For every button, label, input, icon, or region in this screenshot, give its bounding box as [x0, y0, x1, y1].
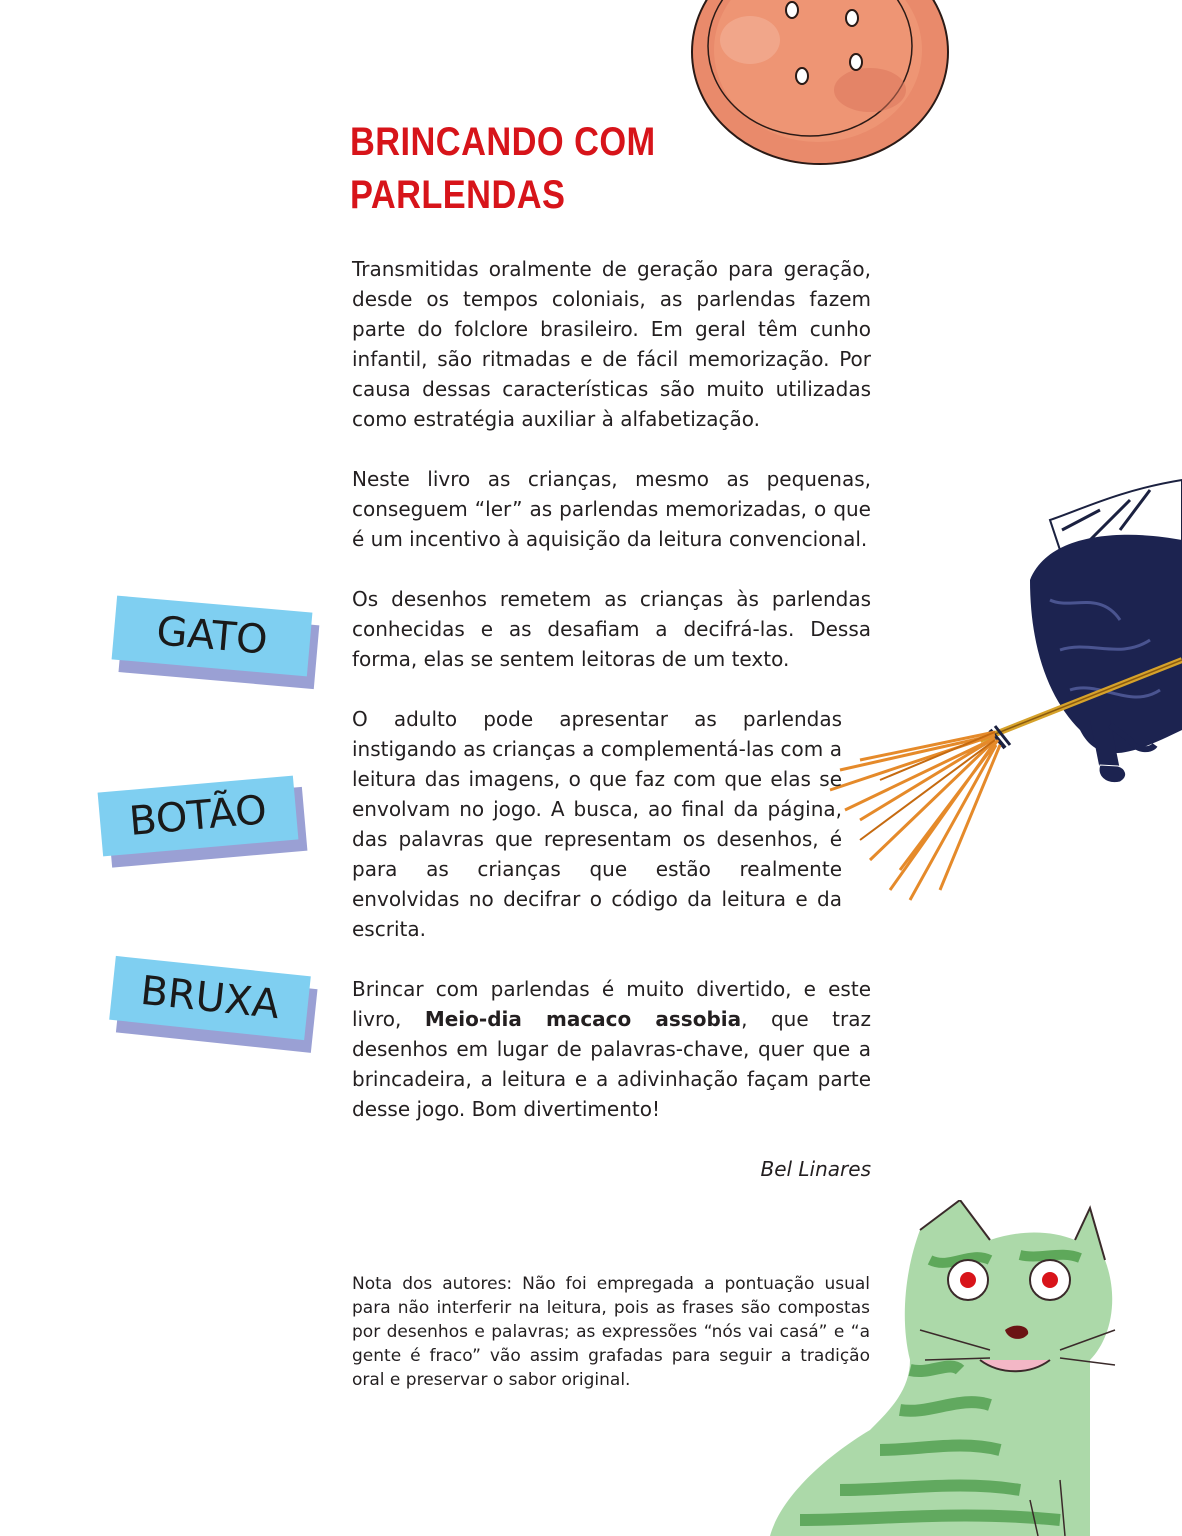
word-card-gato: [112, 596, 313, 677]
paragraph-5-end: , que traz desenhos em lugar de palavras-chave, quer que a brincadeira, a leitura e a adivinhação façam parte desse jogo. Bom divertimento!: [352, 1007, 871, 1121]
word-card-label: GATO: [112, 596, 313, 677]
paragraph-4: O adulto pode apresentar as parlendas instigando as crianças a complementá-las com a leitura das imagens, o que faz com que elas se envolvam no jogo. A busca, ao final da página, das palavras que representam os desenhos, é para as crianças que estão realmente envolvidas no decifrar o código da leitura e da escrita.: [352, 707, 842, 941]
title-line-1: BRINCANDO COM: [350, 120, 656, 164]
word-card-bruxa: [109, 956, 311, 1040]
button-illustration: [680, 0, 960, 170]
paragraph-2: Neste livro as crianças, mesmo as pequenas, conseguem “ler” as parlendas memorizadas, o que é um incentivo à aquisição da leitura convencional.: [352, 467, 871, 551]
book-title: Meio-dia macaco assobia: [424, 1007, 742, 1031]
paragraph-5-start: Brincar com parlendas é muito divertido, e este livro,: [352, 977, 871, 1031]
page-title: [350, 116, 656, 222]
word-card-botao: [98, 776, 299, 857]
word-card-label: BOTÃO: [98, 776, 299, 857]
word-card-label: BRUXA: [109, 956, 311, 1040]
author-signature: Bel Linares: [760, 1157, 871, 1181]
paragraph-5: [352, 974, 871, 1124]
title-line-2: PARLENDAS: [350, 173, 566, 217]
authors-note: Nota dos autores: Não foi empregada a pontuação usual para não interferir na leitura, pois as frases são compostas por desenhos e palavras; as expressões “nós vai casá” e “a gente é fraco” vão assim grafadas para seguir a tradição oral e preservar o sabor original.: [352, 1274, 870, 1390]
paragraph-1: Transmitidas oralmente de geração para geração, desde os tempos coloniais, as parlendas fazem parte do folclore brasileiro. Em geral têm cunho infantil, são ritmadas e de fácil memorização. Por causa dessas características são muito utilizadas como estratégia auxiliar à alfabetização.: [352, 257, 871, 431]
paragraph-3: Os desenhos remetem as crianças às parlendas conhecidas e as desafiam a decifrá-las. Dessa forma, elas se sentem leitoras de um texto.: [352, 587, 871, 671]
